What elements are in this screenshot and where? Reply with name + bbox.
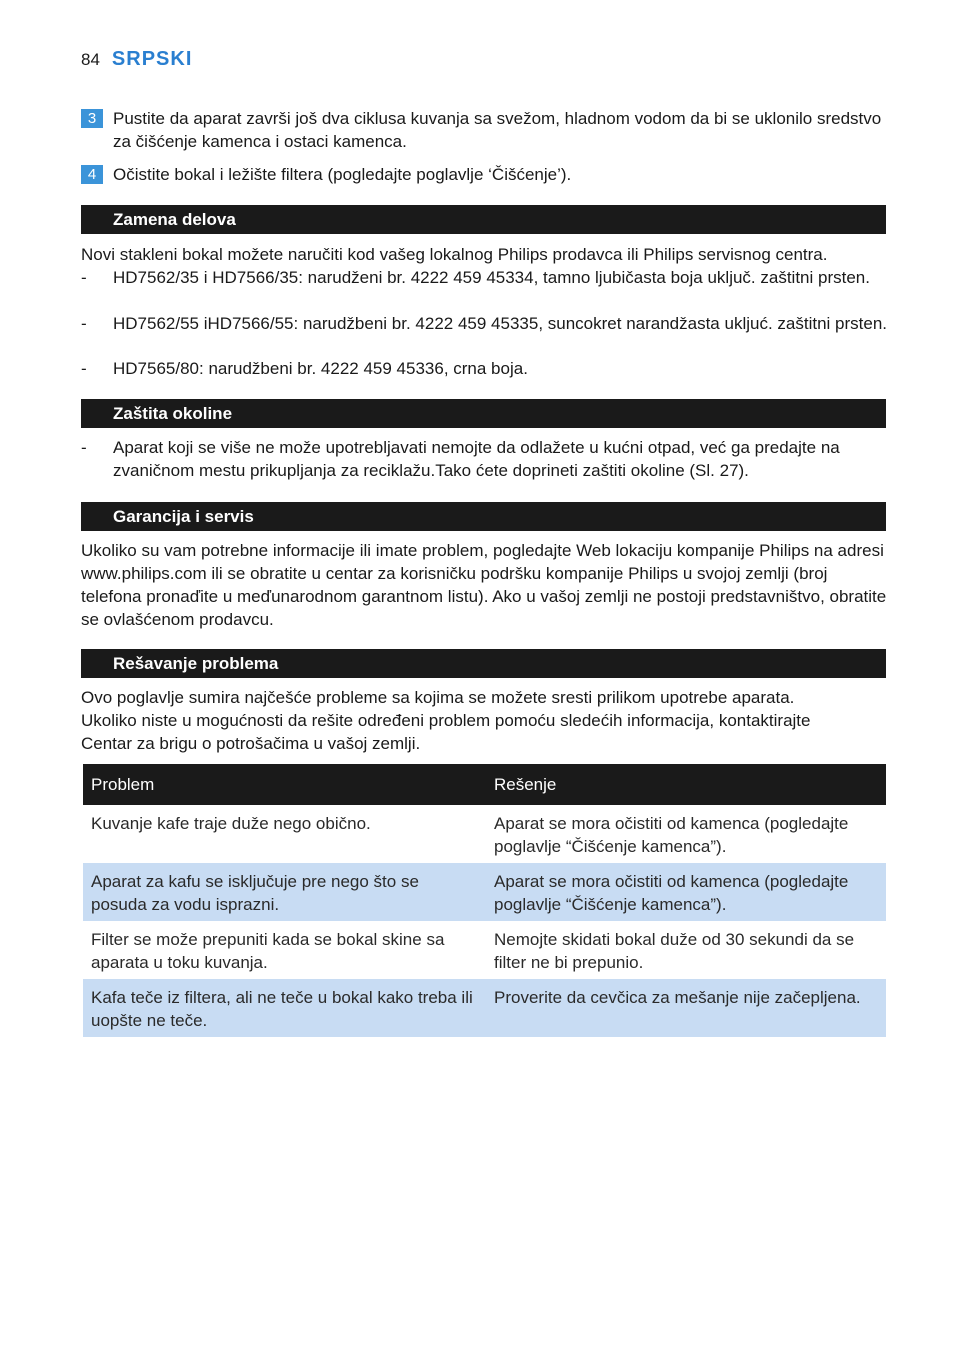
philips-link[interactable]: www.philips.com xyxy=(81,564,207,583)
table-row xyxy=(83,979,886,1037)
guarantee-text-before: Ukoliko su vam potrebne informacije ili imate problem, pogledajte Web lokaciju kompanije Philips na adresi xyxy=(81,541,884,560)
problem-cell: Kuvanje kafe traje duže nego obično. xyxy=(83,805,486,863)
table-header-row xyxy=(83,764,886,805)
troubleshooting-table xyxy=(83,764,886,1037)
page-header xyxy=(81,48,192,72)
guarantee-text xyxy=(81,539,887,631)
section-bar-replacement xyxy=(81,205,886,234)
section-title: Zaštita okoline xyxy=(113,404,233,423)
solution-cell: Nemojte skidati bokal duže od 30 sekundi da se filter ne bi prepunio. xyxy=(486,921,886,979)
section-title: Rešavanje problema xyxy=(113,654,279,673)
solution-cell: Aparat se mora očistiti od kamenca (pogledajte poglavlje “Čišćenje kamenca”). xyxy=(486,863,886,921)
solution-cell: Aparat se mora očistiti od kamenca (pogledajte poglavlje “Čišćenje kamenca”). xyxy=(486,805,886,863)
step-3 xyxy=(81,107,886,153)
section-bar-troubleshooting xyxy=(81,649,886,678)
page-number: 84 xyxy=(81,50,100,69)
bullet-dash: - xyxy=(81,314,87,333)
list-item xyxy=(81,266,887,289)
bullet-dash: - xyxy=(81,438,87,457)
list-item-text: Aparat koji se više ne može upotrebljavati nemojte da odlažete u kućni otpad, već ga predajte na zvaničnom mestu prikupljanja za reciklažu.Tako ćete doprineti zaštiti okoline (Sl. 27). xyxy=(113,438,840,480)
problem-cell: Filter se može prepuniti kada se bokal skine sa aparata u toku kuvanja. xyxy=(83,921,486,979)
list-item-text: HD7562/35 i HD7566/35: narudženi br. 4222 459 45334, tamno ljubičasta boja uključ. zaštitni prsten. xyxy=(113,268,870,287)
guarantee-text-after: ili se obratite u centar za korisničku podršku kompanije Philips u svojoj zemlji (broj telefona pronaďite u meďunarodnom garantnom listu). Ako u vašoj zemlji ne postoji predstavništvo, obratite se ovlašćenom prodavcu. xyxy=(81,564,887,629)
step-number: 4 xyxy=(81,165,103,184)
step-text: Pustite da aparat završi još dva ciklusa kuvanja sa svežom, hladnom vodom da bi se uklonilo sredstvo za čišćenje kamenca i ostaci kamenca. xyxy=(113,109,882,151)
section-bar-guarantee xyxy=(81,502,886,531)
problem-cell: Kafa teče iz filtera, ali ne teče u bokal kako treba ili uopšte ne teče. xyxy=(83,979,486,1037)
troubleshooting-intro: Ovo poglavlje sumira najčešće probleme sa kojima se možete sresti prilikom upotrebe aparata. Ukoliko niste u mogućnosti da rešite određeni problem pomoću sledećih informacija, kontaktirajte Centar za brigu o potrošačima u vašoj zemlji. xyxy=(81,688,811,753)
replacement-intro: Novi stakleni bokal možete naručiti kod vašeg lokalnog Philips prodavca ili Philips servisnog centra. xyxy=(81,245,828,264)
bullet-dash: - xyxy=(81,359,87,378)
table-row xyxy=(83,863,886,921)
table-row xyxy=(83,921,886,979)
step-4 xyxy=(81,163,886,186)
section-title: Zamena delova xyxy=(113,210,236,229)
bullet-dash: - xyxy=(81,268,87,287)
list-item-text: HD7565/80: narudžbeni br. 4222 459 45336, crna boja. xyxy=(113,359,528,378)
table-row xyxy=(83,805,886,863)
section-bar-environment xyxy=(81,399,886,428)
list-item xyxy=(81,357,887,380)
column-header-problem: Problem xyxy=(83,764,486,805)
column-header-solution: Rešenje xyxy=(486,764,886,805)
list-item xyxy=(81,436,887,482)
list-item-text: HD7562/55 iHD7566/55: narudžbeni br. 4222 459 45335, suncokret narandžasta ukljuć. zaštitni prsten. xyxy=(113,314,887,333)
language-title: SRPSKI xyxy=(111,48,193,70)
list-item xyxy=(81,312,887,335)
step-text: Očistite bokal i ležište filtera (pogledajte poglavlje ‘Čišćenje’). xyxy=(113,165,572,184)
solution-cell: Proverite da cevčica za mešanje nije začepljena. xyxy=(486,979,886,1037)
problem-cell: Aparat za kafu se isključuje pre nego što se posuda za vodu isprazni. xyxy=(83,863,486,921)
step-number: 3 xyxy=(81,109,103,128)
section-title: Garancija i servis xyxy=(113,507,254,526)
